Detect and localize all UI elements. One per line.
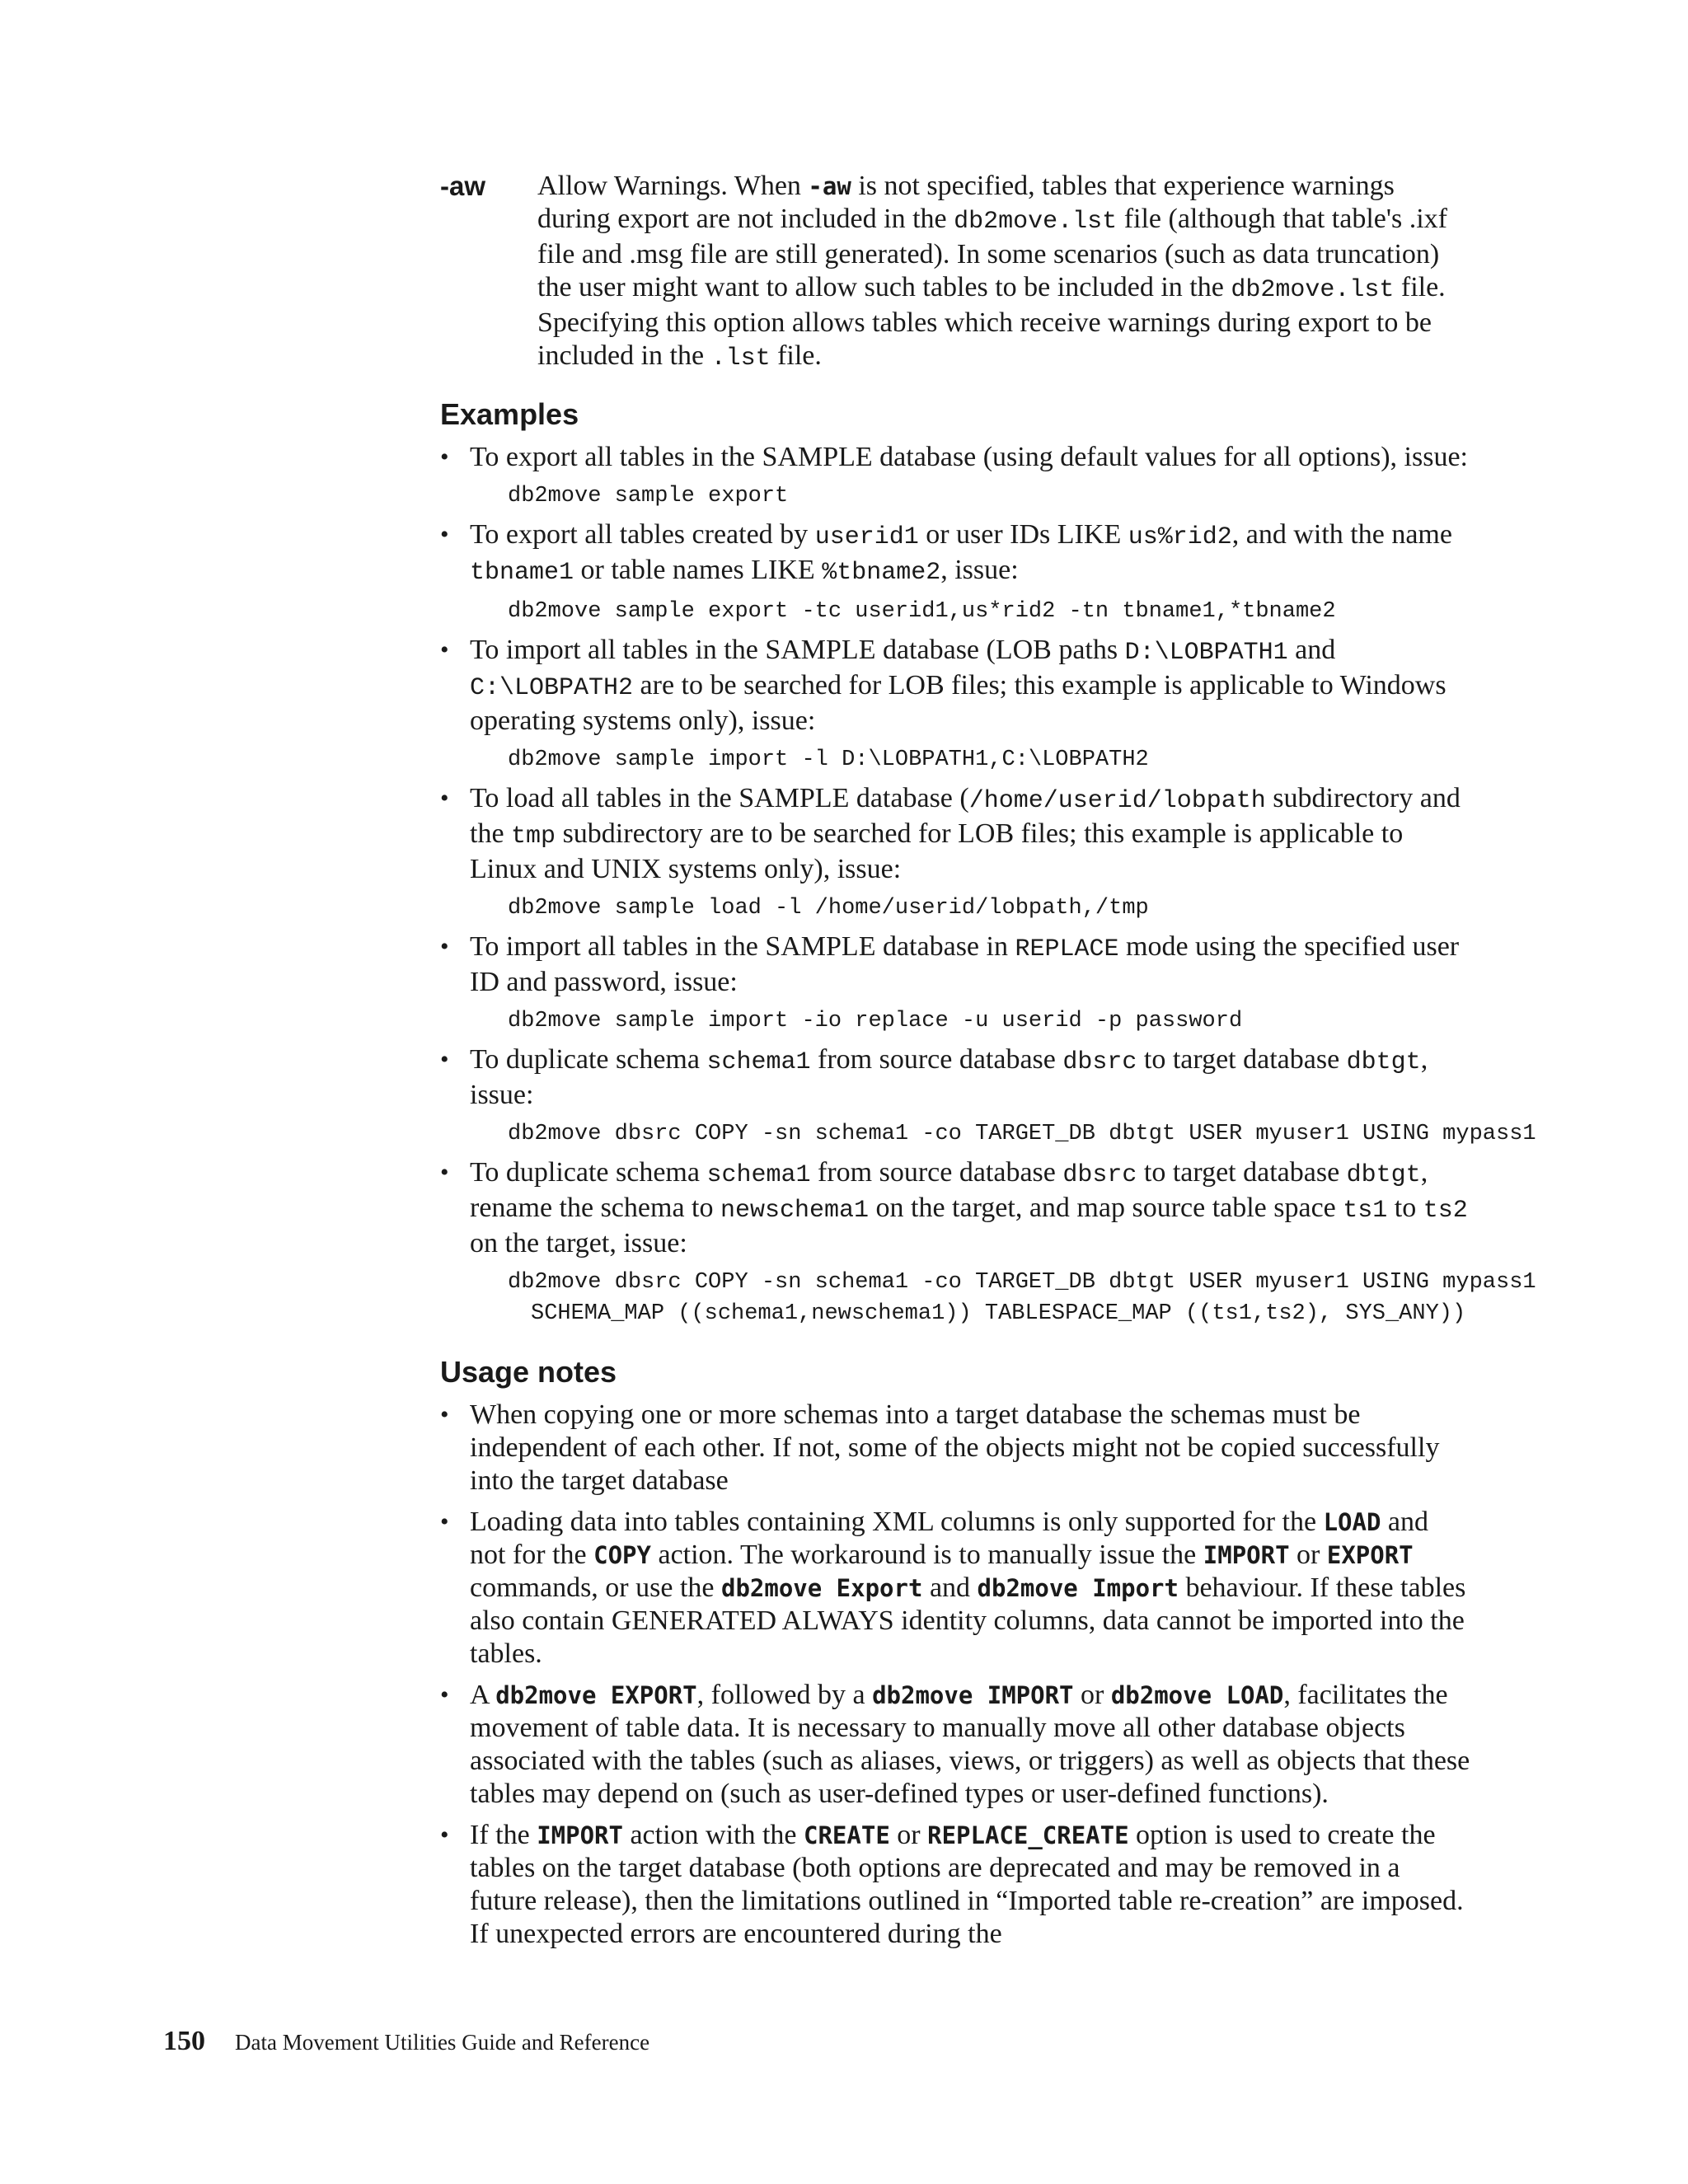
command-example: db2move sample import -io replace -u userid -p password [508,1009,1243,1033]
code-term: tbname1 [470,559,574,587]
option-aw [440,170,1470,375]
text-run: subdirectory are to be searched for LOB files; this example is applicable to Linux and UNIX systems only), issue: [470,818,1404,884]
code-term: C:\LOBPATH2 [470,674,634,702]
code-term: dbtgt [1346,1161,1421,1189]
list-item-text [470,518,1470,589]
code-term: -aw [808,172,851,200]
code-term: %tbname2 [822,559,941,587]
list-item-text [470,1399,1470,1497]
code-term: ts2 [1423,1197,1468,1225]
text-run: , issue: [940,555,1019,585]
text-run: action. The workaround is to manually issue the [650,1540,1203,1570]
command-example: db2move sample export [508,484,789,509]
list-item [440,782,1470,922]
text-run: or [889,1820,928,1850]
text-run: from source database [810,1157,1063,1188]
command-example: SCHEMA_MAP ((schema1,newschema1)) TABLESPACE_MAP ((ts1,ts2), SYS_ANY)) [531,1301,1466,1326]
examples-heading: Examples [440,397,579,431]
text-run: are to be searched for LOB files; this example is applicable to Windows operating systems only), issue: [470,670,1447,736]
command-example: db2move dbsrc COPY -sn schema1 -co TARGET_DB dbtgt USER myuser1 USING mypass1 [508,1122,1536,1146]
code-term: userid1 [814,523,919,551]
code-term: dbsrc [1062,1161,1137,1189]
list-item [440,1819,1470,1951]
code-term: EXPORT [1326,1541,1414,1569]
text-run: If the [470,1820,537,1850]
list-item [440,441,1470,510]
code-term: newschema1 [720,1197,870,1225]
text-run: from source database [810,1044,1063,1075]
list-item [440,634,1470,774]
text-run: or [1289,1540,1327,1570]
list-item [440,518,1470,626]
code-term: dbsrc [1062,1048,1137,1076]
code-term: db2move.lst [954,208,1118,236]
text-run: and not for the [470,1507,1428,1570]
code-term: COPY [593,1541,651,1569]
code-term: db2move EXPORT [495,1681,697,1709]
usage-notes-heading: Usage notes [440,1355,617,1389]
list-item-text [470,1819,1470,1951]
text-run: A [470,1680,496,1710]
text-run: to target database [1137,1044,1347,1075]
code-term: ts1 [1343,1197,1388,1225]
list-item [440,1679,1470,1811]
text-run: to target database [1137,1157,1347,1188]
option-description [537,170,1470,375]
text-run: action with the [622,1820,804,1850]
text-run: To export all tables in the SAMPLE database (using default values for all options), issue: [470,442,1468,472]
code-term: schema1 [706,1161,811,1189]
code-term: IMPORT [1203,1541,1290,1569]
text-run: to [1387,1193,1423,1223]
code-term: IMPORT [537,1821,623,1849]
list-item [440,1399,1470,1497]
text-run: behaviour. If these tables also contain GENERATED ALWAYS identity columns, data cannot be imported into the tables. [470,1572,1466,1669]
text-run: is not specified, tables that experience warnings during export are not included in the [537,171,1395,234]
code-term: us%rid2 [1128,523,1232,551]
list-item [440,1156,1536,1328]
list-item-text [470,441,1470,474]
code-term: db2move Import [977,1574,1179,1602]
text-run: To import all tables in the SAMPLE database (LOB paths [470,635,1125,665]
list-item-text [470,1679,1470,1811]
text-run: To duplicate schema [470,1044,707,1075]
text-run: mode using the specified user ID and password, issue: [470,931,1460,997]
code-term: db2move Export [721,1574,923,1602]
text-run: or [1073,1680,1111,1710]
text-run: , rename the schema to [470,1157,1428,1223]
code-term: REPLACE [1015,935,1119,963]
list-item-text [470,930,1470,999]
text-run: option is used to create the tables on the target database (both options are deprecated and may be removed in a future release), then the limitations outlined in “Imported table re-creation” are imposed. If unexpected errors are encountered during the [470,1820,1464,1949]
code-term: LOAD [1323,1508,1381,1536]
text-run: To load all tables in the SAMPLE database ( [470,783,969,813]
text-run: or user IDs LIKE [918,519,1128,550]
text-run: on the target, and map source table space [869,1193,1343,1223]
code-term: D:\LOBPATH1 [1124,639,1288,667]
text-run: file (although that table's .ixf file and .msg file are still generated). In some scenarios (such as data truncation) the user might want to allow such tables to be included in the [537,204,1447,302]
text-run: and [922,1572,978,1603]
page-content [440,170,1536,1951]
text-run: and [1287,635,1336,665]
text-run: on the target, issue: [470,1228,687,1258]
code-term: dbtgt [1346,1048,1421,1076]
text-run: , facilitates the movement of table data. It is necessary to manually move all other database objects associated with the tables (such as aliases, views, or triggers) as well as objects that these tables may depend on (such as user-defined types or user-defined functions). [470,1680,1470,1809]
text-run: commands, or use the [470,1572,721,1603]
text-run: , issue: [470,1044,1428,1110]
list-item [440,930,1470,1035]
text-run: When copying one or more schemas into a target database the schemas must be independent of each other. If not, some of the objects might not be copied successfully into the target database [470,1399,1440,1496]
code-term: schema1 [706,1048,811,1076]
text-run: To import all tables in the SAMPLE database in [470,931,1015,962]
command-example: db2move sample export -tc userid1,us*rid2 -tn tbname1,*tbname2 [508,599,1336,624]
usage-notes-list [440,1399,1470,1951]
code-term: /home/userid/lobpath [968,787,1266,815]
examples-list [440,441,1536,1328]
text-run: To duplicate schema [470,1157,707,1188]
text-run: , and with the name [1231,519,1452,550]
text-run: or table names LIKE [574,555,823,585]
text-run: file. [770,340,822,371]
list-item-text [470,634,1470,738]
list-item [440,1506,1470,1671]
command-example: db2move sample load -l /home/userid/lobpath,/tmp [508,896,1149,921]
list-item-text [470,1043,1470,1112]
code-term: REPLACE_CREATE [927,1821,1129,1849]
text-run: file. Specifying this option allows tables which receive warnings during export to be included in the [537,272,1446,371]
text-run: , followed by a [696,1680,873,1710]
code-term: db2move IMPORT [872,1681,1074,1709]
list-item-text [470,1156,1470,1260]
list-item-text [470,782,1470,886]
footer-title: Data Movement Utilities Guide and Reference [235,2030,650,2055]
text-run: subdirectory and the [470,783,1461,849]
page-footer [163,2026,649,2057]
text-run: To export all tables created by [470,519,815,550]
option-term: -aw [440,171,486,201]
code-term: .lst [710,344,771,373]
text-run: Allow Warnings. When [537,171,809,201]
code-term: db2move.lst [1231,276,1395,304]
page-number: 150 [163,2026,205,2056]
command-example: db2move dbsrc COPY -sn schema1 -co TARGET_DB dbtgt USER myuser1 USING mypass1 [508,1270,1536,1295]
list-item [440,1043,1536,1148]
text-run: Loading data into tables containing XML columns is only supported for the [470,1507,1324,1537]
list-item-text [470,1506,1470,1671]
code-term: tmp [511,823,556,851]
code-term: CREATE [804,1821,890,1849]
code-term: db2move LOAD [1110,1681,1284,1709]
command-example: db2move sample import -l D:\LOBPATH1,C:\LOBPATH2 [508,748,1149,772]
